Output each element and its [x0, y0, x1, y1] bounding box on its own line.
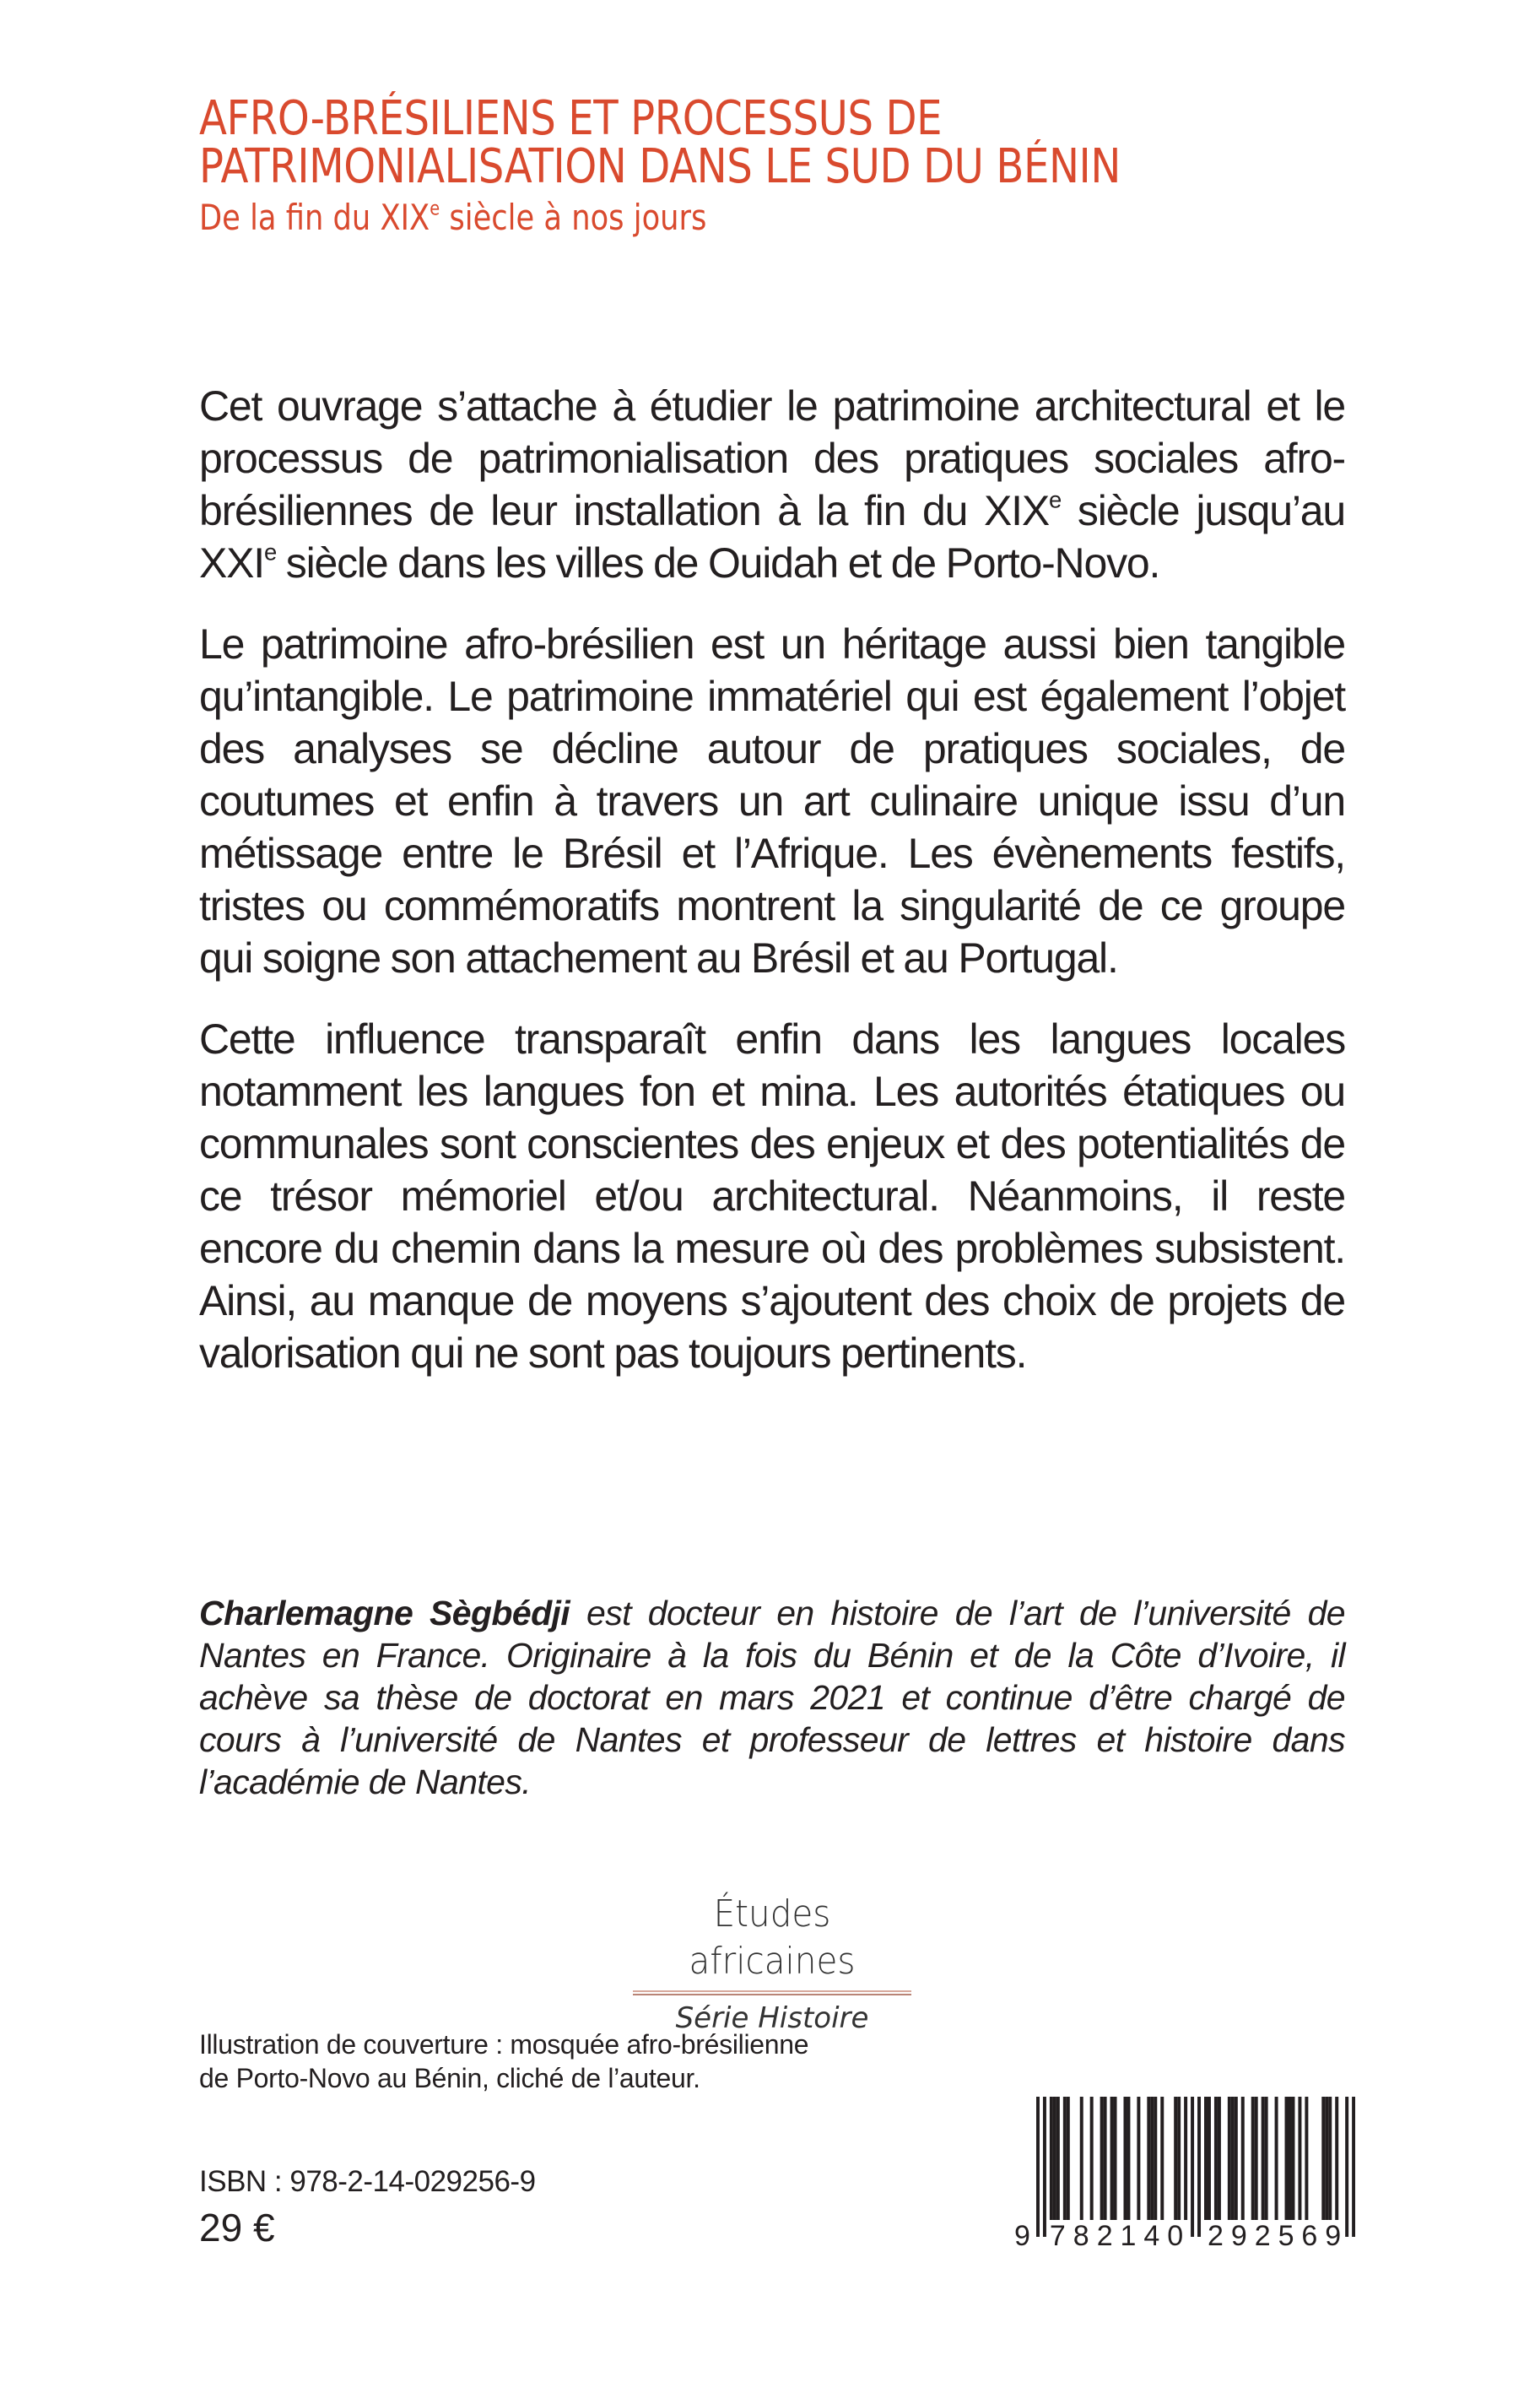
subtitle-text-start: De la fin du XIX	[199, 197, 430, 238]
series-rule-top	[633, 1990, 911, 1992]
series-subtitle: Série Histoire	[675, 2001, 869, 2035]
illustration-credit	[199, 2028, 891, 2095]
credit-line-1: Illustration de couverture : mosquée afro-brésilienne	[199, 2029, 809, 2060]
summary-paragraph-2: Le patrimoine afro-brésilien est un héritage aussi bien tangible qu’intangible. Le patrimoine immatériel qui est également l’objet des analyses se décline autour de pratiques sociales, de coutumes et enfin à travers un art culinaire unique issu d’un métissage entre le Brésil et l’Afrique. Les évènements festifs, tristes ou commémoratifs montrent la singularité de ce groupe qui soigne son attachement au Brésil et au Portugal.	[199, 620, 1345, 982]
subtitle-text-end: siècle à nos jours	[440, 197, 707, 238]
superscript: e	[1049, 486, 1062, 513]
summary-paragraph-1	[199, 380, 1345, 589]
title-block	[199, 91, 1381, 240]
svg-text:6: 6	[1301, 2220, 1318, 2249]
author-name: Charlemagne Sègbédji	[199, 1594, 570, 1632]
book-title-line-1: AFRO-BRÉSILIENS ET PROCESSUS DE	[199, 91, 943, 146]
svg-text:9: 9	[1230, 2220, 1247, 2249]
svg-text:1: 1	[1120, 2220, 1137, 2249]
svg-text:0: 0	[1167, 2220, 1184, 2249]
book-subtitle	[199, 196, 1191, 240]
svg-text:8: 8	[1073, 2220, 1089, 2249]
svg-text:2: 2	[1096, 2220, 1113, 2249]
price: 29 €	[199, 2206, 275, 2250]
author-bio-text: est docteur en histoire de l’art de l’université de Nantes en France. Originaire à la fois du Bénin et de la Côte d’Ivoire, il achève sa thèse de doctorat en mars 2021 et continue d’être chargé de cours à l’université de Nantes et professeur de lettres et histoire dans l’académie de Nantes.	[199, 1594, 1346, 1801]
summary-paragraph-3: Cette influence transparaît enfin dans les langues locales notamment les langues fon et mina. Les autorités étatiques ou communales sont conscientes des enjeux et des potentialités de ce trésor mémoriel et/ou architectural. Néanmoins, il reste encore du chemin dans la mesure où des problèmes subsistent. Ainsi, au manque de moyens s’ajoutent des choix de projets de valorisation qui ne sont pas toujours pertinents.	[199, 1015, 1345, 1377]
summary-p1-part2: siècle jusqu’au XXI	[199, 487, 1345, 587]
summary-p1-part1: Cet ouvrage s’attache à étudier le patrimoine architectural et le processus de patrimonialisation des pratiques sociales afro-brésiliennes de leur installation à la fin du XIX	[199, 382, 1345, 534]
book-title-line-2: PATRIMONIALISATION DANS LE SUD DU BÉNIN	[199, 139, 1121, 194]
svg-text:9: 9	[1325, 2220, 1342, 2249]
summary-text	[199, 380, 1345, 1379]
summary-p1-part3: siècle dans les villes de Ouidah et de Porto-Novo.	[276, 539, 1160, 587]
ean13-barcode-icon	[1001, 2097, 1355, 2249]
svg-text:4: 4	[1143, 2220, 1160, 2249]
series-logo	[624, 1891, 920, 2038]
isbn: ISBN : 978-2-14-029256-9	[199, 2165, 536, 2198]
superscript: e	[264, 539, 277, 566]
series-rule-bottom	[633, 1994, 911, 1995]
series-name: Études africaines	[689, 1892, 856, 1983]
author-bio	[199, 1592, 1345, 1803]
svg-text:9: 9	[1014, 2220, 1030, 2249]
svg-text:2: 2	[1254, 2220, 1271, 2249]
svg-text:7: 7	[1049, 2220, 1066, 2249]
svg-text:5: 5	[1278, 2220, 1294, 2249]
credit-line-2: de Porto-Novo au Bénin, cliché de l’auteur.	[199, 2063, 700, 2093]
svg-text:2: 2	[1208, 2220, 1224, 2249]
subtitle-superscript: e	[430, 198, 440, 220]
author-bio-paragraph	[199, 1592, 1345, 1803]
